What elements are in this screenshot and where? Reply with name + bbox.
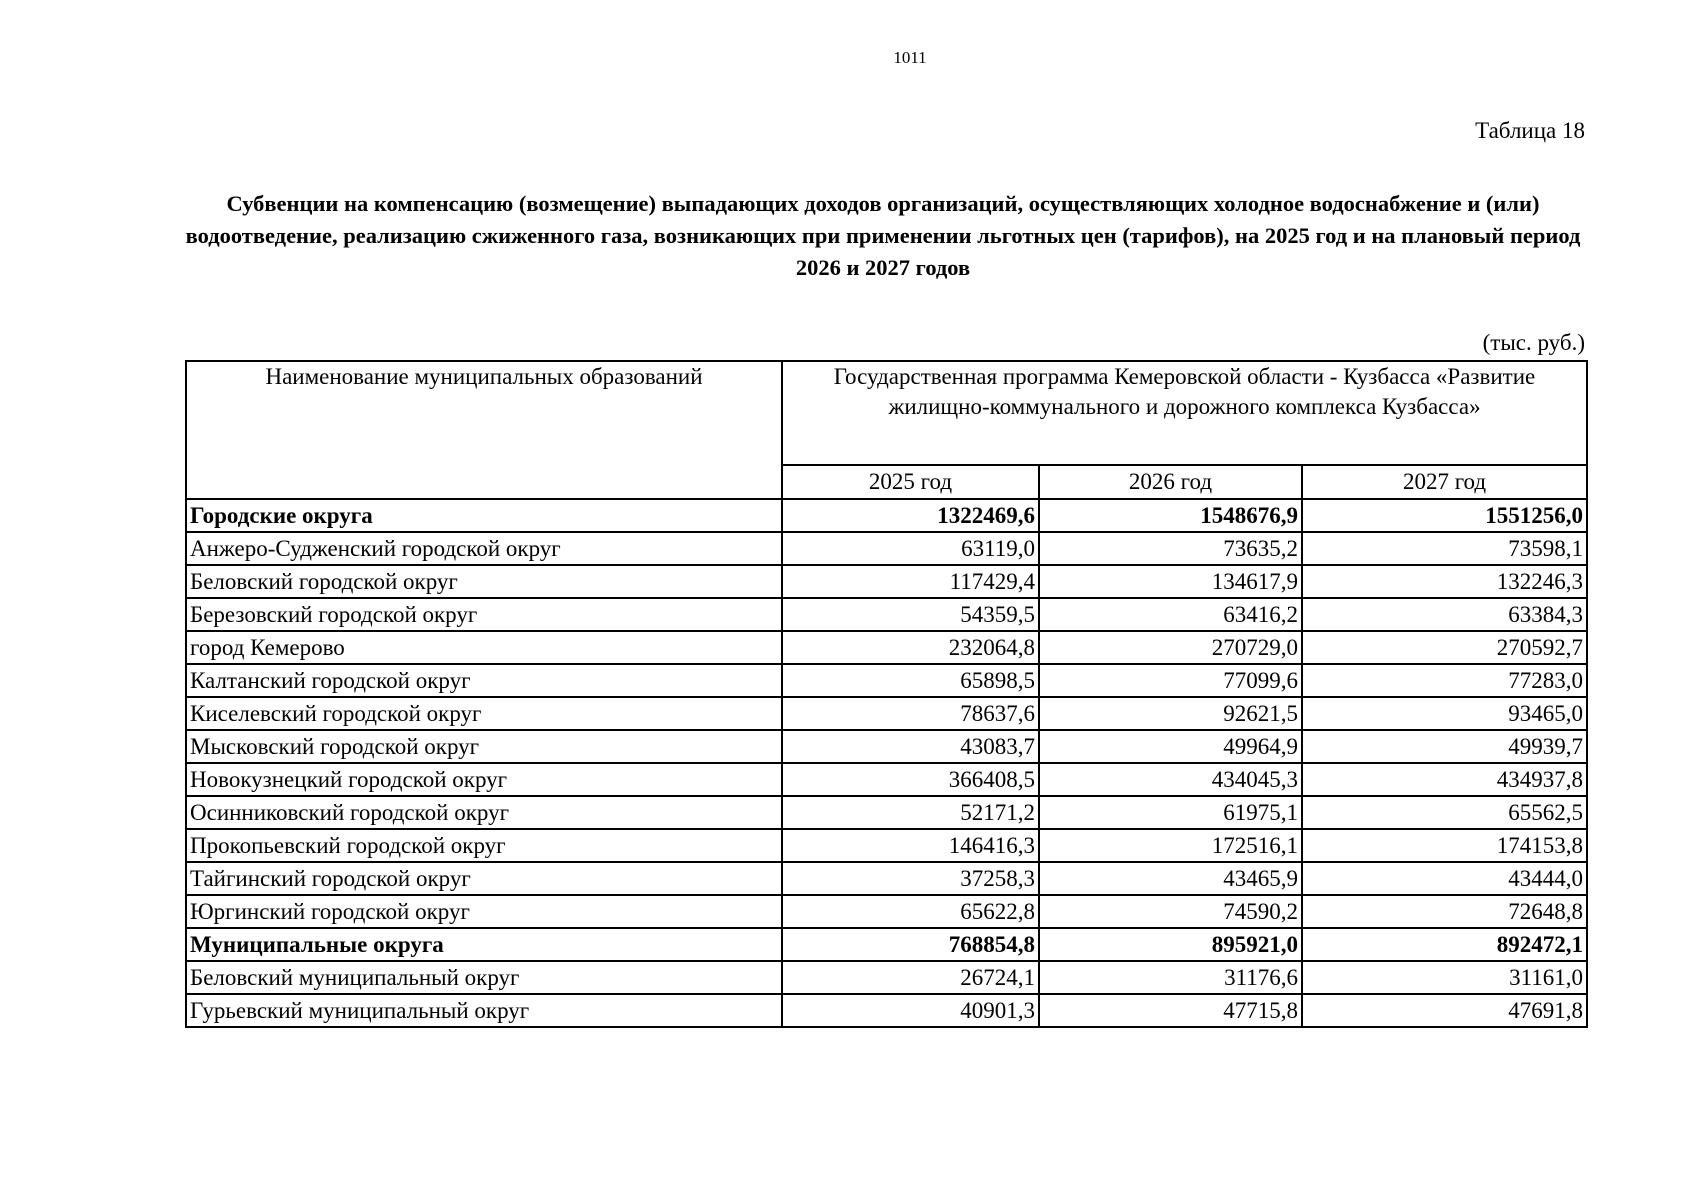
value-2025-cell: 52171,2 [782, 796, 1039, 829]
municipality-name-cell: Калтанский городской округ [186, 664, 782, 697]
value-2026-cell: 74590,2 [1039, 895, 1302, 928]
municipality-name-cell: Березовский городской округ [186, 598, 782, 631]
table-row [186, 664, 1587, 697]
value-2026-cell: 1548676,9 [1039, 499, 1302, 532]
value-2025-cell: 117429,4 [782, 565, 1039, 598]
table-row [186, 763, 1587, 796]
value-2027-cell: 72648,8 [1302, 895, 1587, 928]
value-2027-cell: 892472,1 [1302, 928, 1587, 961]
value-2027-cell: 174153,8 [1302, 829, 1587, 862]
value-2025-cell: 63119,0 [782, 532, 1039, 565]
value-2027-cell: 270592,7 [1302, 631, 1587, 664]
value-2025-cell: 78637,6 [782, 697, 1039, 730]
value-2026-cell: 270729,0 [1039, 631, 1302, 664]
table-row [186, 829, 1587, 862]
header-year-2026: 2026 год [1039, 465, 1302, 499]
value-2027-cell: 93465,0 [1302, 697, 1587, 730]
value-2027-cell: 1551256,0 [1302, 499, 1587, 532]
value-2027-cell: 49939,7 [1302, 730, 1587, 763]
value-2025-cell: 40901,3 [782, 994, 1039, 1027]
municipality-name-cell: Городские округа [186, 499, 782, 532]
table-row [186, 532, 1587, 565]
municipality-name-cell: Киселевский городской округ [186, 697, 782, 730]
header-municipality-name: Наименование муниципальных образований [186, 361, 782, 499]
municipality-name-cell: Прокопьевский городской округ [186, 829, 782, 862]
municipality-name-cell: Гурьевский муниципальный округ [186, 994, 782, 1027]
value-2026-cell: 61975,1 [1039, 796, 1302, 829]
value-2025-cell: 768854,8 [782, 928, 1039, 961]
table-row [186, 895, 1587, 928]
value-2025-cell: 366408,5 [782, 763, 1039, 796]
value-2025-cell: 65898,5 [782, 664, 1039, 697]
value-2025-cell: 43083,7 [782, 730, 1039, 763]
table-group-row [186, 928, 1587, 961]
value-2027-cell: 63384,3 [1302, 598, 1587, 631]
subsidies-table [185, 360, 1588, 1028]
value-2026-cell: 895921,0 [1039, 928, 1302, 961]
value-2027-cell: 73598,1 [1302, 532, 1587, 565]
table-body [186, 499, 1587, 1027]
table-label: Таблица 18 [1475, 118, 1585, 143]
municipality-name-cell: Муниципальные округа [186, 928, 782, 961]
municipality-name-cell: Новокузнецкий городской округ [186, 763, 782, 796]
value-2026-cell: 434045,3 [1039, 763, 1302, 796]
value-2025-cell: 26724,1 [782, 961, 1039, 994]
value-2026-cell: 134617,9 [1039, 565, 1302, 598]
table-row [186, 565, 1587, 598]
header-program: Государственная программа Кемеровской области - Кузбасса «Развитие жилищно-коммунального и дорожного комплекса Кузбасса» [782, 361, 1587, 465]
value-2027-cell: 434937,8 [1302, 763, 1587, 796]
value-2025-cell: 37258,3 [782, 862, 1039, 895]
header-year-2025: 2025 год [782, 465, 1039, 499]
value-2025-cell: 65622,8 [782, 895, 1039, 928]
table-row [186, 598, 1587, 631]
municipality-name-cell: город Кемерово [186, 631, 782, 664]
municipality-name-cell: Беловский муниципальный округ [186, 961, 782, 994]
municipality-name-cell: Анжеро-Судженский городской округ [186, 532, 782, 565]
value-2026-cell: 49964,9 [1039, 730, 1302, 763]
table-row [186, 796, 1587, 829]
page-number: 1011 [893, 48, 927, 67]
units-label: (тыс. руб.) [1482, 330, 1585, 355]
municipality-name-cell: Осинниковский городской округ [186, 796, 782, 829]
document-title: Субвенции на компенсацию (возмещение) выпадающих доходов организаций, осуществляющих холодное водоснабжение и (или) водоотведение, реализацию сжиженного газа, возникающих при применении льготных цен (тарифов), на 2025 год и на плановый период 2026 и 2027 годов [185, 191, 1581, 280]
table-row [186, 631, 1587, 664]
value-2027-cell: 47691,8 [1302, 994, 1587, 1027]
table-row [186, 862, 1587, 895]
municipality-name-cell: Юргинский городской округ [186, 895, 782, 928]
header-year-2027: 2027 год [1302, 465, 1587, 499]
table-row [186, 730, 1587, 763]
value-2026-cell: 92621,5 [1039, 697, 1302, 730]
table-row [186, 697, 1587, 730]
value-2025-cell: 232064,8 [782, 631, 1039, 664]
value-2026-cell: 47715,8 [1039, 994, 1302, 1027]
value-2027-cell: 77283,0 [1302, 664, 1587, 697]
table-row [186, 994, 1587, 1027]
value-2027-cell: 132246,3 [1302, 565, 1587, 598]
value-2025-cell: 146416,3 [782, 829, 1039, 862]
table-group-row [186, 499, 1587, 532]
value-2025-cell: 1322469,6 [782, 499, 1039, 532]
value-2027-cell: 43444,0 [1302, 862, 1587, 895]
value-2027-cell: 65562,5 [1302, 796, 1587, 829]
municipality-name-cell: Беловский городской округ [186, 565, 782, 598]
value-2026-cell: 63416,2 [1039, 598, 1302, 631]
value-2026-cell: 77099,6 [1039, 664, 1302, 697]
value-2025-cell: 54359,5 [782, 598, 1039, 631]
value-2026-cell: 43465,9 [1039, 862, 1302, 895]
value-2027-cell: 31161,0 [1302, 961, 1587, 994]
municipality-name-cell: Мысковский городской округ [186, 730, 782, 763]
municipality-name-cell: Тайгинский городской округ [186, 862, 782, 895]
value-2026-cell: 172516,1 [1039, 829, 1302, 862]
table-row [186, 961, 1587, 994]
value-2026-cell: 31176,6 [1039, 961, 1302, 994]
value-2026-cell: 73635,2 [1039, 532, 1302, 565]
